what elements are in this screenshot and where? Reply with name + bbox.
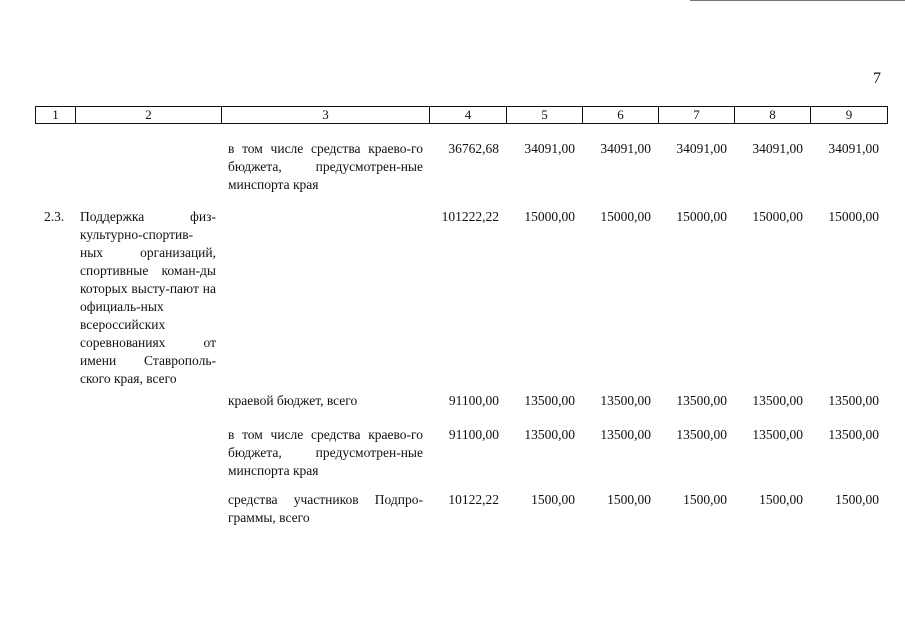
funding-source: в том числе средства краево-го бюджета, предусмотрен-ные минспорта края bbox=[228, 141, 423, 192]
funding-source: средства участников Подпро-граммы, всего bbox=[228, 492, 423, 525]
value-col-6: 1500,00 bbox=[607, 492, 651, 507]
value-col-9: 34091,00 bbox=[828, 141, 879, 156]
value-col-8: 15000,00 bbox=[752, 209, 803, 224]
value-col-7: 13500,00 bbox=[676, 393, 727, 408]
value-col-4: 36762,68 bbox=[448, 141, 499, 156]
value-col-6: 13500,00 bbox=[600, 427, 651, 442]
column-header-row bbox=[36, 107, 888, 124]
column-header-9: 9 bbox=[811, 107, 888, 124]
value-col-8: 34091,00 bbox=[752, 141, 803, 156]
scan-artifact-line bbox=[690, 0, 905, 1]
funding-source: краевой бюджет, всего bbox=[228, 393, 358, 408]
value-col-7: 15000,00 bbox=[676, 209, 727, 224]
value-col-6: 34091,00 bbox=[600, 141, 651, 156]
value-col-9: 1500,00 bbox=[835, 492, 879, 507]
page-number: 7 bbox=[873, 70, 881, 87]
column-header-1: 1 bbox=[36, 107, 76, 124]
value-col-9: 13500,00 bbox=[828, 427, 879, 442]
column-header-8: 8 bbox=[735, 107, 811, 124]
value-col-8: 13500,00 bbox=[752, 393, 803, 408]
value-col-4: 10122,22 bbox=[448, 492, 499, 507]
column-header-5: 5 bbox=[507, 107, 583, 124]
column-header-7: 7 bbox=[659, 107, 735, 124]
value-col-7: 34091,00 bbox=[676, 141, 727, 156]
value-col-5: 13500,00 bbox=[524, 427, 575, 442]
value-col-5: 15000,00 bbox=[524, 209, 575, 224]
value-col-5: 1500,00 bbox=[531, 492, 575, 507]
value-col-5: 34091,00 bbox=[524, 141, 575, 156]
value-col-7: 13500,00 bbox=[676, 427, 727, 442]
funding-source: в том числе средства краево-го бюджета, предусмотрен-ные минспорта края bbox=[228, 427, 423, 478]
row-number: 2.3. bbox=[44, 209, 65, 224]
column-header-2: 2 bbox=[76, 107, 222, 124]
column-header-6: 6 bbox=[583, 107, 659, 124]
column-header-table bbox=[35, 106, 888, 124]
value-col-4: 101222,22 bbox=[441, 209, 499, 224]
value-col-4: 91100,00 bbox=[448, 393, 499, 408]
value-col-8: 1500,00 bbox=[759, 492, 803, 507]
value-col-9: 13500,00 bbox=[828, 393, 879, 408]
value-col-6: 15000,00 bbox=[600, 209, 651, 224]
value-col-7: 1500,00 bbox=[683, 492, 727, 507]
value-col-6: 13500,00 bbox=[600, 393, 651, 408]
activity-name: Поддержка физ-культурно-спортив-ных организаций, спортивные коман-ды которых высту-пают на официаль-ных всероссийских соревнованиях от имени Ставрополь-ского края, всего bbox=[80, 209, 216, 386]
value-col-5: 13500,00 bbox=[524, 393, 575, 408]
column-header-4: 4 bbox=[430, 107, 507, 124]
value-col-9: 15000,00 bbox=[828, 209, 879, 224]
column-header-3: 3 bbox=[222, 107, 430, 124]
value-col-8: 13500,00 bbox=[752, 427, 803, 442]
value-col-4: 91100,00 bbox=[448, 427, 499, 442]
